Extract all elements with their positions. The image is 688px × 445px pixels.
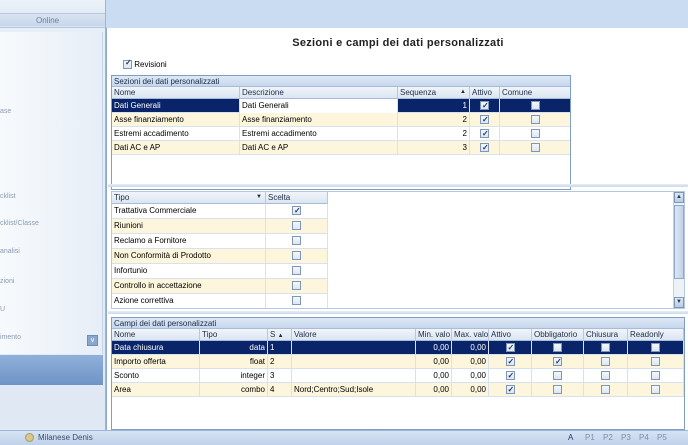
nav-item[interactable]: cklist: [0, 193, 16, 200]
cell-min: 0,00: [416, 355, 452, 369]
readonly-checkbox[interactable]: [651, 371, 660, 380]
cell-valore[interactable]: [292, 355, 416, 369]
attivo-checkbox[interactable]: [506, 371, 515, 380]
cell-obbligatorio[interactable]: [532, 369, 584, 383]
cell-chiusura[interactable]: [584, 369, 628, 383]
nav-selected-item[interactable]: [0, 355, 103, 385]
main-panel: [106, 28, 688, 430]
cell-attivo[interactable]: [470, 141, 500, 155]
nav-item[interactable]: ase: [0, 108, 12, 115]
attivo-checkbox[interactable]: [506, 343, 515, 352]
col-min-valore[interactable]: Min. valo: [418, 330, 451, 339]
table-row[interactable]: [112, 113, 570, 127]
scroll-down-icon[interactable]: ▼: [674, 297, 684, 308]
list-item[interactable]: [112, 204, 328, 219]
cell-tipo: data: [200, 341, 268, 355]
revisioni-toggle[interactable]: [123, 60, 167, 69]
revisioni-label: Revisioni: [134, 60, 167, 69]
status-button-p5[interactable]: P5: [657, 433, 667, 442]
cell-sequenza: 3: [398, 141, 470, 155]
attivo-checkbox[interactable]: [506, 357, 515, 366]
cell-readonly[interactable]: [628, 341, 684, 355]
col-max-valore[interactable]: Max. valo: [454, 330, 489, 339]
col-obbligatorio[interactable]: Obbligatorio: [532, 329, 584, 341]
splitter-bottom[interactable]: [108, 311, 688, 314]
cell-descrizione: Dati AC e AP: [240, 141, 398, 155]
campi-column-headers: [112, 329, 684, 341]
cell-tipo: Non Conformità di Prodotto: [112, 249, 266, 264]
tipi-grid: [112, 192, 328, 309]
cell-sequenza: 2: [398, 127, 470, 141]
cell-obbligatorio[interactable]: [532, 355, 584, 369]
cell-attivo[interactable]: [489, 383, 532, 397]
cell-scelta[interactable]: [266, 294, 328, 309]
list-item[interactable]: [112, 279, 328, 294]
cell-s: 2: [268, 355, 292, 369]
cell-nome: Estremi accadimento: [112, 127, 240, 141]
user-icon: [25, 433, 34, 442]
list-item[interactable]: [112, 294, 328, 309]
left-panel-header: [0, 0, 105, 28]
attivo-checkbox[interactable]: [480, 129, 489, 138]
chiusura-checkbox[interactable]: [601, 357, 610, 366]
list-item[interactable]: [112, 219, 328, 234]
attivo-checkbox[interactable]: [480, 143, 489, 152]
cell-tipo: Infortunio: [112, 264, 266, 279]
cell-tipo: Azione correttiva: [112, 294, 266, 309]
cell-obbligatorio[interactable]: [532, 383, 584, 397]
attivo-checkbox[interactable]: [506, 385, 515, 394]
cell-tipo: Riunioni: [112, 219, 266, 234]
cell-valore[interactable]: [292, 369, 416, 383]
sezioni-grid-title: Sezioni dei dati personalizzati: [112, 76, 570, 87]
cell-scelta[interactable]: [266, 219, 328, 234]
nav-item[interactable]: U: [0, 306, 6, 313]
comune-checkbox[interactable]: [531, 115, 540, 124]
list-item[interactable]: [112, 249, 328, 264]
cell-nome: Sconto: [112, 369, 200, 383]
cell-tipo: Reclamo a Fornitore: [112, 234, 266, 249]
obbligatorio-checkbox[interactable]: [553, 357, 562, 366]
readonly-checkbox[interactable]: [651, 385, 660, 394]
cell-nome: Dati Generali: [112, 99, 240, 113]
status-user: Milanese Denis: [38, 433, 93, 442]
obbligatorio-checkbox[interactable]: [553, 385, 562, 394]
obbligatorio-checkbox[interactable]: [553, 343, 562, 352]
nav-online-button[interactable]: Online: [0, 13, 106, 26]
status-bar: [0, 430, 688, 445]
cell-valore[interactable]: Nord;Centro;Sud;Isole: [292, 383, 416, 397]
status-button-p2[interactable]: P2: [603, 433, 613, 442]
cell-nome: Asse finanziamento: [112, 113, 240, 127]
status-button-a[interactable]: A: [568, 433, 574, 442]
col-comune[interactable]: Comune: [500, 87, 571, 99]
list-item[interactable]: [112, 264, 328, 279]
cell-tipo: Controllo in accettazione: [112, 279, 266, 294]
cell-nome: Data chiusura: [112, 341, 200, 355]
col-s[interactable]: [268, 329, 292, 341]
table-row[interactable]: [112, 355, 684, 369]
chiusura-checkbox[interactable]: [601, 385, 610, 394]
obbligatorio-checkbox[interactable]: [553, 371, 562, 380]
cell-sequenza: 2: [398, 113, 470, 127]
cell-attivo[interactable]: [489, 355, 532, 369]
nav-item[interactable]: analisi: [0, 248, 20, 255]
table-row[interactable]: [112, 99, 570, 113]
scelta-checkbox[interactable]: [292, 206, 301, 215]
attivo-checkbox[interactable]: [480, 101, 489, 110]
cell-min: 0,00: [416, 383, 452, 397]
attivo-checkbox[interactable]: [480, 115, 489, 124]
cell-readonly[interactable]: [628, 383, 684, 397]
cell-attivo[interactable]: [489, 369, 532, 383]
cell-descrizione: Estremi accadimento: [240, 127, 398, 141]
col-valore[interactable]: Valore: [292, 329, 416, 341]
scelta-checkbox[interactable]: [292, 296, 301, 305]
col-chiusura[interactable]: Chiusura: [584, 329, 628, 341]
tipi-panel: [111, 191, 685, 309]
campi-grid-title: Campi dei dati personalizzati: [112, 318, 684, 329]
table-row[interactable]: [112, 341, 684, 355]
cell-readonly[interactable]: [628, 355, 684, 369]
cell-scelta[interactable]: [266, 249, 328, 264]
nav-item[interactable]: zioni: [0, 278, 15, 285]
revisioni-checkbox[interactable]: [123, 60, 132, 69]
cell-nome: Area: [112, 383, 200, 397]
cell-chiusura[interactable]: [584, 383, 628, 397]
cell-tipo: integer: [200, 369, 268, 383]
cell-scelta[interactable]: [266, 234, 328, 249]
cell-attivo[interactable]: [470, 113, 500, 127]
cell-nome: Importo offerta: [112, 355, 200, 369]
col-nome[interactable]: Nome: [112, 87, 240, 99]
col-tipo[interactable]: Tipo: [200, 329, 268, 341]
comune-checkbox[interactable]: [531, 129, 540, 138]
cell-nome: Dati AC e AP: [112, 141, 240, 155]
cell-comune[interactable]: [500, 113, 571, 127]
cell-tipo: combo: [200, 383, 268, 397]
splitter-top[interactable]: [108, 184, 688, 187]
cell-max: 0,00: [452, 383, 489, 397]
tipi-column-headers: [112, 192, 328, 204]
cell-s: 3: [268, 369, 292, 383]
table-row[interactable]: [112, 383, 684, 397]
cell-s: 4: [268, 383, 292, 397]
sezioni-column-headers: [112, 87, 570, 99]
comune-checkbox[interactable]: [531, 143, 540, 152]
comune-checkbox[interactable]: [531, 101, 540, 110]
col-s-label: S: [270, 330, 276, 339]
scelta-checkbox[interactable]: [292, 251, 301, 260]
cell-chiusura[interactable]: [584, 341, 628, 355]
col-nome[interactable]: Nome: [112, 329, 200, 341]
col-sequenza[interactable]: [398, 87, 470, 99]
sezioni-grid: [111, 75, 571, 190]
scelta-checkbox[interactable]: [292, 236, 301, 245]
readonly-checkbox[interactable]: [651, 357, 660, 366]
cell-scelta[interactable]: [266, 264, 328, 279]
cell-obbligatorio[interactable]: [532, 341, 584, 355]
cell-readonly[interactable]: [628, 369, 684, 383]
table-row[interactable]: [112, 141, 570, 155]
nav-list: [0, 32, 103, 354]
cell-comune[interactable]: [500, 99, 571, 113]
scroll-up-icon[interactable]: ▲: [674, 192, 684, 203]
cell-attivo[interactable]: [489, 341, 532, 355]
cell-valore[interactable]: [292, 341, 416, 355]
col-sequenza-label: Sequenza: [400, 88, 437, 97]
page-title: Sezioni e campi dei dati personalizzati: [292, 37, 504, 49]
chiusura-checkbox[interactable]: [601, 371, 610, 380]
list-item[interactable]: [112, 234, 328, 249]
cell-attivo[interactable]: [470, 127, 500, 141]
cell-comune[interactable]: [500, 127, 571, 141]
cell-max: 0,00: [452, 369, 489, 383]
cell-attivo[interactable]: [470, 99, 500, 113]
cell-tipo: float: [200, 355, 268, 369]
left-panel: [0, 0, 106, 430]
filter-dropdown-icon[interactable]: ▼: [256, 194, 262, 200]
col-attivo[interactable]: Attivo: [470, 87, 500, 99]
cell-scelta[interactable]: [266, 279, 328, 294]
cell-sequenza: 1: [398, 99, 470, 113]
nav-item[interactable]: cklist/Classe: [0, 220, 39, 227]
col-readonly[interactable]: Readonly: [628, 329, 684, 341]
cell-descrizione[interactable]: Dati Generali: [240, 99, 398, 113]
col-scelta[interactable]: Scelta: [266, 192, 328, 204]
scelta-checkbox[interactable]: [292, 221, 301, 230]
cell-min: 0,00: [416, 341, 452, 355]
status-button-p3[interactable]: P3: [621, 433, 631, 442]
cell-chiusura[interactable]: [584, 355, 628, 369]
sort-asc-icon: ▲: [277, 333, 284, 339]
cell-max: 0,00: [452, 341, 489, 355]
nav-item[interactable]: imento: [0, 334, 22, 341]
col-tipo[interactable]: [112, 192, 266, 204]
scelta-checkbox[interactable]: [292, 281, 301, 290]
col-tipo-label: Tipo: [114, 193, 130, 202]
chiusura-checkbox[interactable]: [601, 343, 610, 352]
status-button-p1[interactable]: P1: [585, 433, 595, 442]
sort-asc-icon: ▲: [460, 89, 466, 95]
campi-grid: [111, 317, 685, 430]
scelta-checkbox[interactable]: [292, 266, 301, 275]
cell-comune[interactable]: [500, 141, 571, 155]
table-row[interactable]: [112, 369, 684, 383]
cell-s: 1: [268, 341, 292, 355]
table-row[interactable]: [112, 127, 570, 141]
tipi-scrollbar[interactable]: [673, 192, 684, 308]
cell-scelta[interactable]: [266, 204, 328, 219]
chevron-down-icon[interactable]: ∨: [87, 335, 98, 346]
readonly-checkbox[interactable]: [651, 343, 660, 352]
col-descrizione[interactable]: Descrizione: [240, 87, 398, 99]
col-attivo[interactable]: Attivo: [489, 329, 532, 341]
cell-min: 0,00: [416, 369, 452, 383]
cell-tipo: Trattativa Commerciale: [112, 204, 266, 219]
status-button-p4[interactable]: P4: [639, 433, 649, 442]
cell-max: 0,00: [452, 355, 489, 369]
scroll-thumb[interactable]: [674, 205, 684, 279]
cell-descrizione: Asse finanziamento: [240, 113, 398, 127]
